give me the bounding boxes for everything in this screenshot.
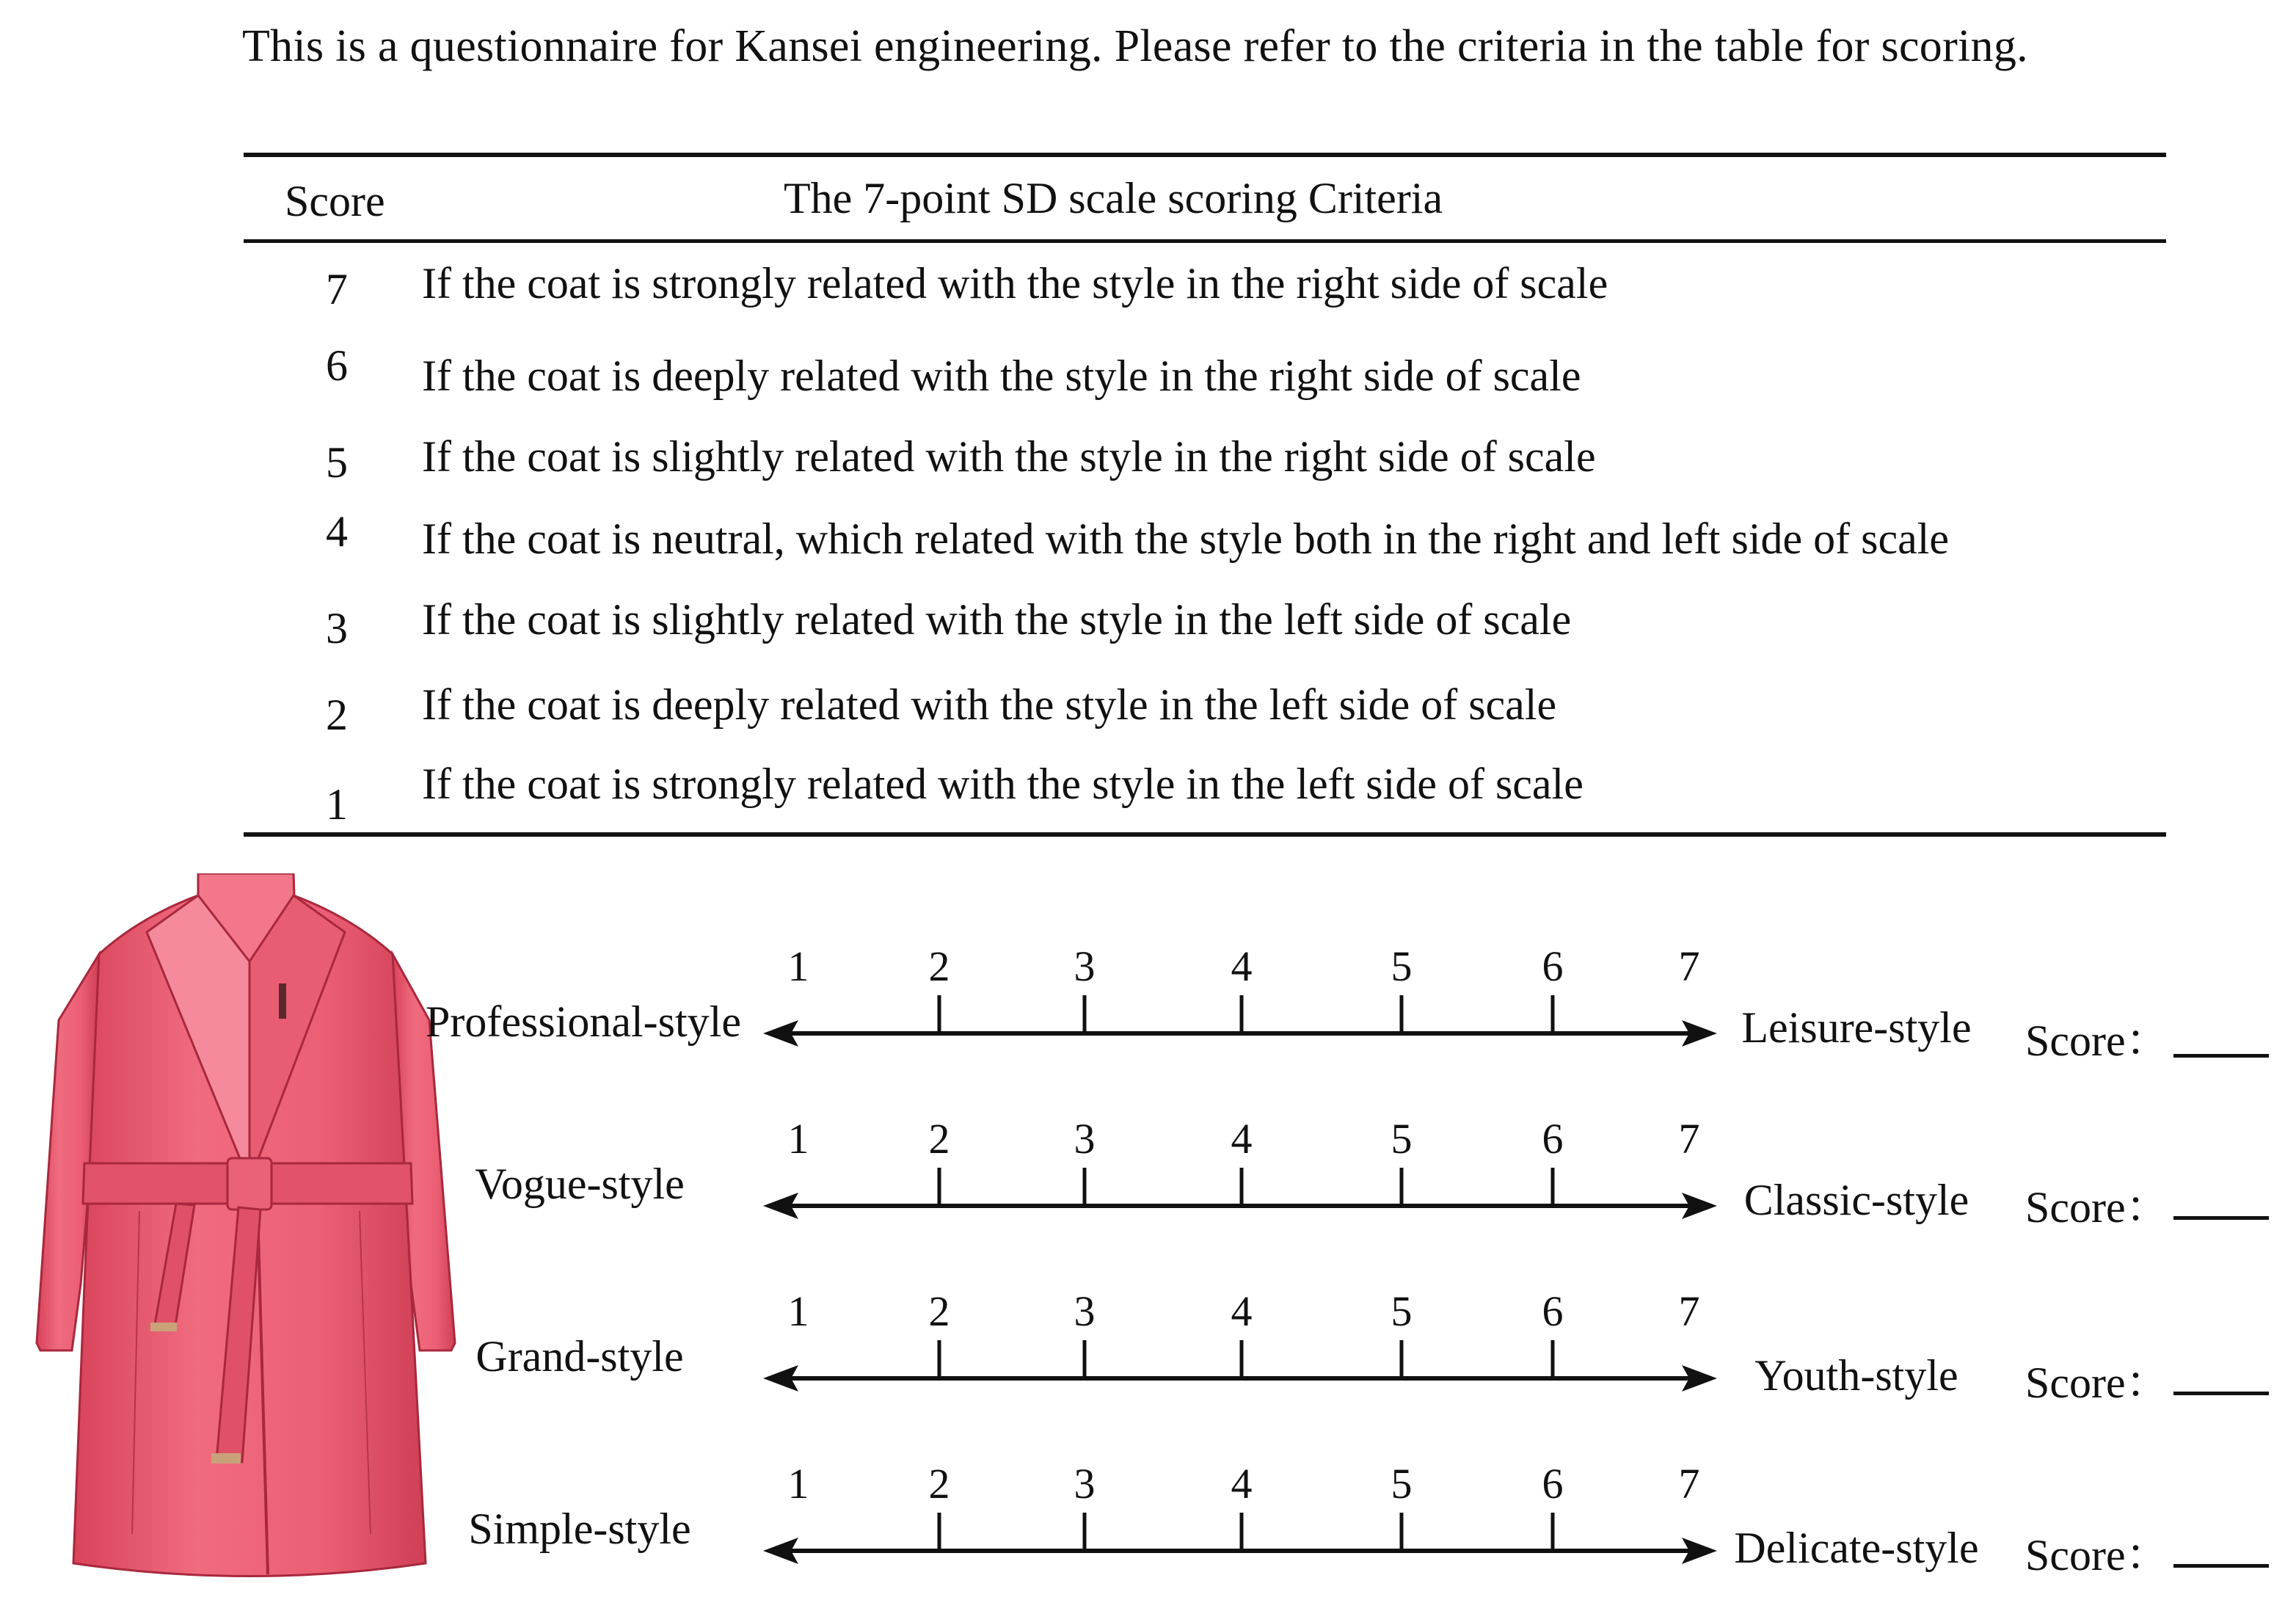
row-score: 7 [326,265,348,313]
table-row [0,680,2296,738]
score-blank[interactable] [2173,1054,2269,1058]
scale-tick-label: 6 [1542,1287,1564,1335]
scale-tick-label: 6 [1542,942,1564,990]
scale-tick-label: 5 [1391,942,1413,990]
scale-tick-label: 3 [1074,1115,1096,1163]
scale-tick-label: 2 [928,1115,950,1163]
intro-text: This is a questionnaire for Kansei engineering. Please refer to the criteria in the table for scoring. [242,21,2028,71]
scale-left-label: Simple-style [468,1505,691,1553]
scale-row [0,1450,2296,1596]
scale-tick-label: 1 [787,1287,809,1335]
scale-tick-label: 2 [928,1460,950,1508]
row-score: 4 [326,507,348,556]
scale-tick-label: 5 [1391,1115,1413,1163]
score-label: Score： [2025,1531,2170,1579]
scale-tick-label: 1 [787,942,809,990]
row-text: If the coat is slightly related with the style in the right side of scale [422,432,1596,481]
scale-right-label: Leisure-style [1741,1003,1972,1052]
table-row [0,506,2296,565]
scale-right-label: Youth-style [1754,1351,1958,1400]
scale-tick-label: 4 [1231,942,1253,990]
row-score: 3 [326,604,348,652]
scale-tick-label: 5 [1391,1287,1413,1335]
scale-tick-label: 4 [1231,1460,1253,1508]
scale-right-label: Classic-style [1743,1176,1969,1224]
score-blank[interactable] [2173,1564,2269,1568]
table-row [0,341,2296,399]
scale-tick-label: 4 [1231,1115,1253,1163]
table-header-rule [244,239,2166,243]
row-text: If the coat is slightly related with the style in the left side of scale [422,595,1572,644]
scale-left-label: Vogue-style [475,1160,685,1208]
scale-tick-label: 2 [928,1287,950,1335]
scale-tick-label: 7 [1678,942,1700,990]
scale-right-label: Delicate-style [1734,1524,1979,1572]
scale-tick-label: 6 [1542,1115,1564,1163]
row-score: 5 [326,438,348,487]
scale-axis [763,1105,1717,1251]
scale-tick-label: 5 [1391,1460,1413,1508]
scale-tick-label: 1 [787,1115,809,1163]
row-text: If the coat is deeply related with the style in the left side of scale [422,680,1557,729]
row-score: 6 [326,341,348,390]
header-criteria: The 7-point SD scale scoring Criteria [784,174,1443,222]
table-row [0,432,2296,490]
table-row [0,759,2296,829]
scale-tick-label: 7 [1678,1460,1700,1508]
score-label: Score： [2025,1183,2170,1232]
table-bottom-rule [244,832,2166,837]
scale-tick-label: 2 [928,942,950,990]
score-blank[interactable] [2173,1392,2269,1395]
scale-row [0,1277,2296,1424]
scale-axis [763,1277,1717,1424]
scale-left-label: Grand-style [475,1332,684,1381]
scale-row [0,1105,2296,1251]
row-text: If the coat is strongly related with the style in the left side of scale [422,760,1583,808]
scale-left-label: Professional-style [426,997,741,1046]
scale-tick-label: 7 [1678,1287,1700,1335]
row-text: If the coat is deeply related with the style in the right side of scale [422,352,1581,400]
row-score: 1 [326,780,348,829]
row-score: 2 [326,691,348,739]
table-top-rule [244,153,2166,157]
scale-tick-label: 3 [1074,1287,1096,1335]
scale-tick-label: 6 [1542,1460,1564,1508]
scale-axis [763,1450,1717,1596]
table-row [0,258,2296,317]
scale-tick-label: 1 [787,1460,809,1508]
scale-row [0,932,2296,1079]
scale-tick-label: 7 [1678,1115,1700,1163]
scale-tick-label: 3 [1074,942,1096,990]
row-text: If the coat is strongly related with the style in the right side of scale [422,259,1608,308]
scale-axis [763,932,1717,1079]
score-blank[interactable] [2173,1216,2269,1220]
score-label: Score： [2025,1359,2170,1407]
score-label: Score： [2025,1017,2170,1065]
header-score: Score [285,177,385,225]
row-text: If the coat is neutral, which related with the style both in the right and left side of scale [422,514,1950,563]
table-row [0,594,2296,653]
scale-tick-label: 3 [1074,1460,1096,1508]
scale-tick-label: 4 [1231,1287,1253,1335]
